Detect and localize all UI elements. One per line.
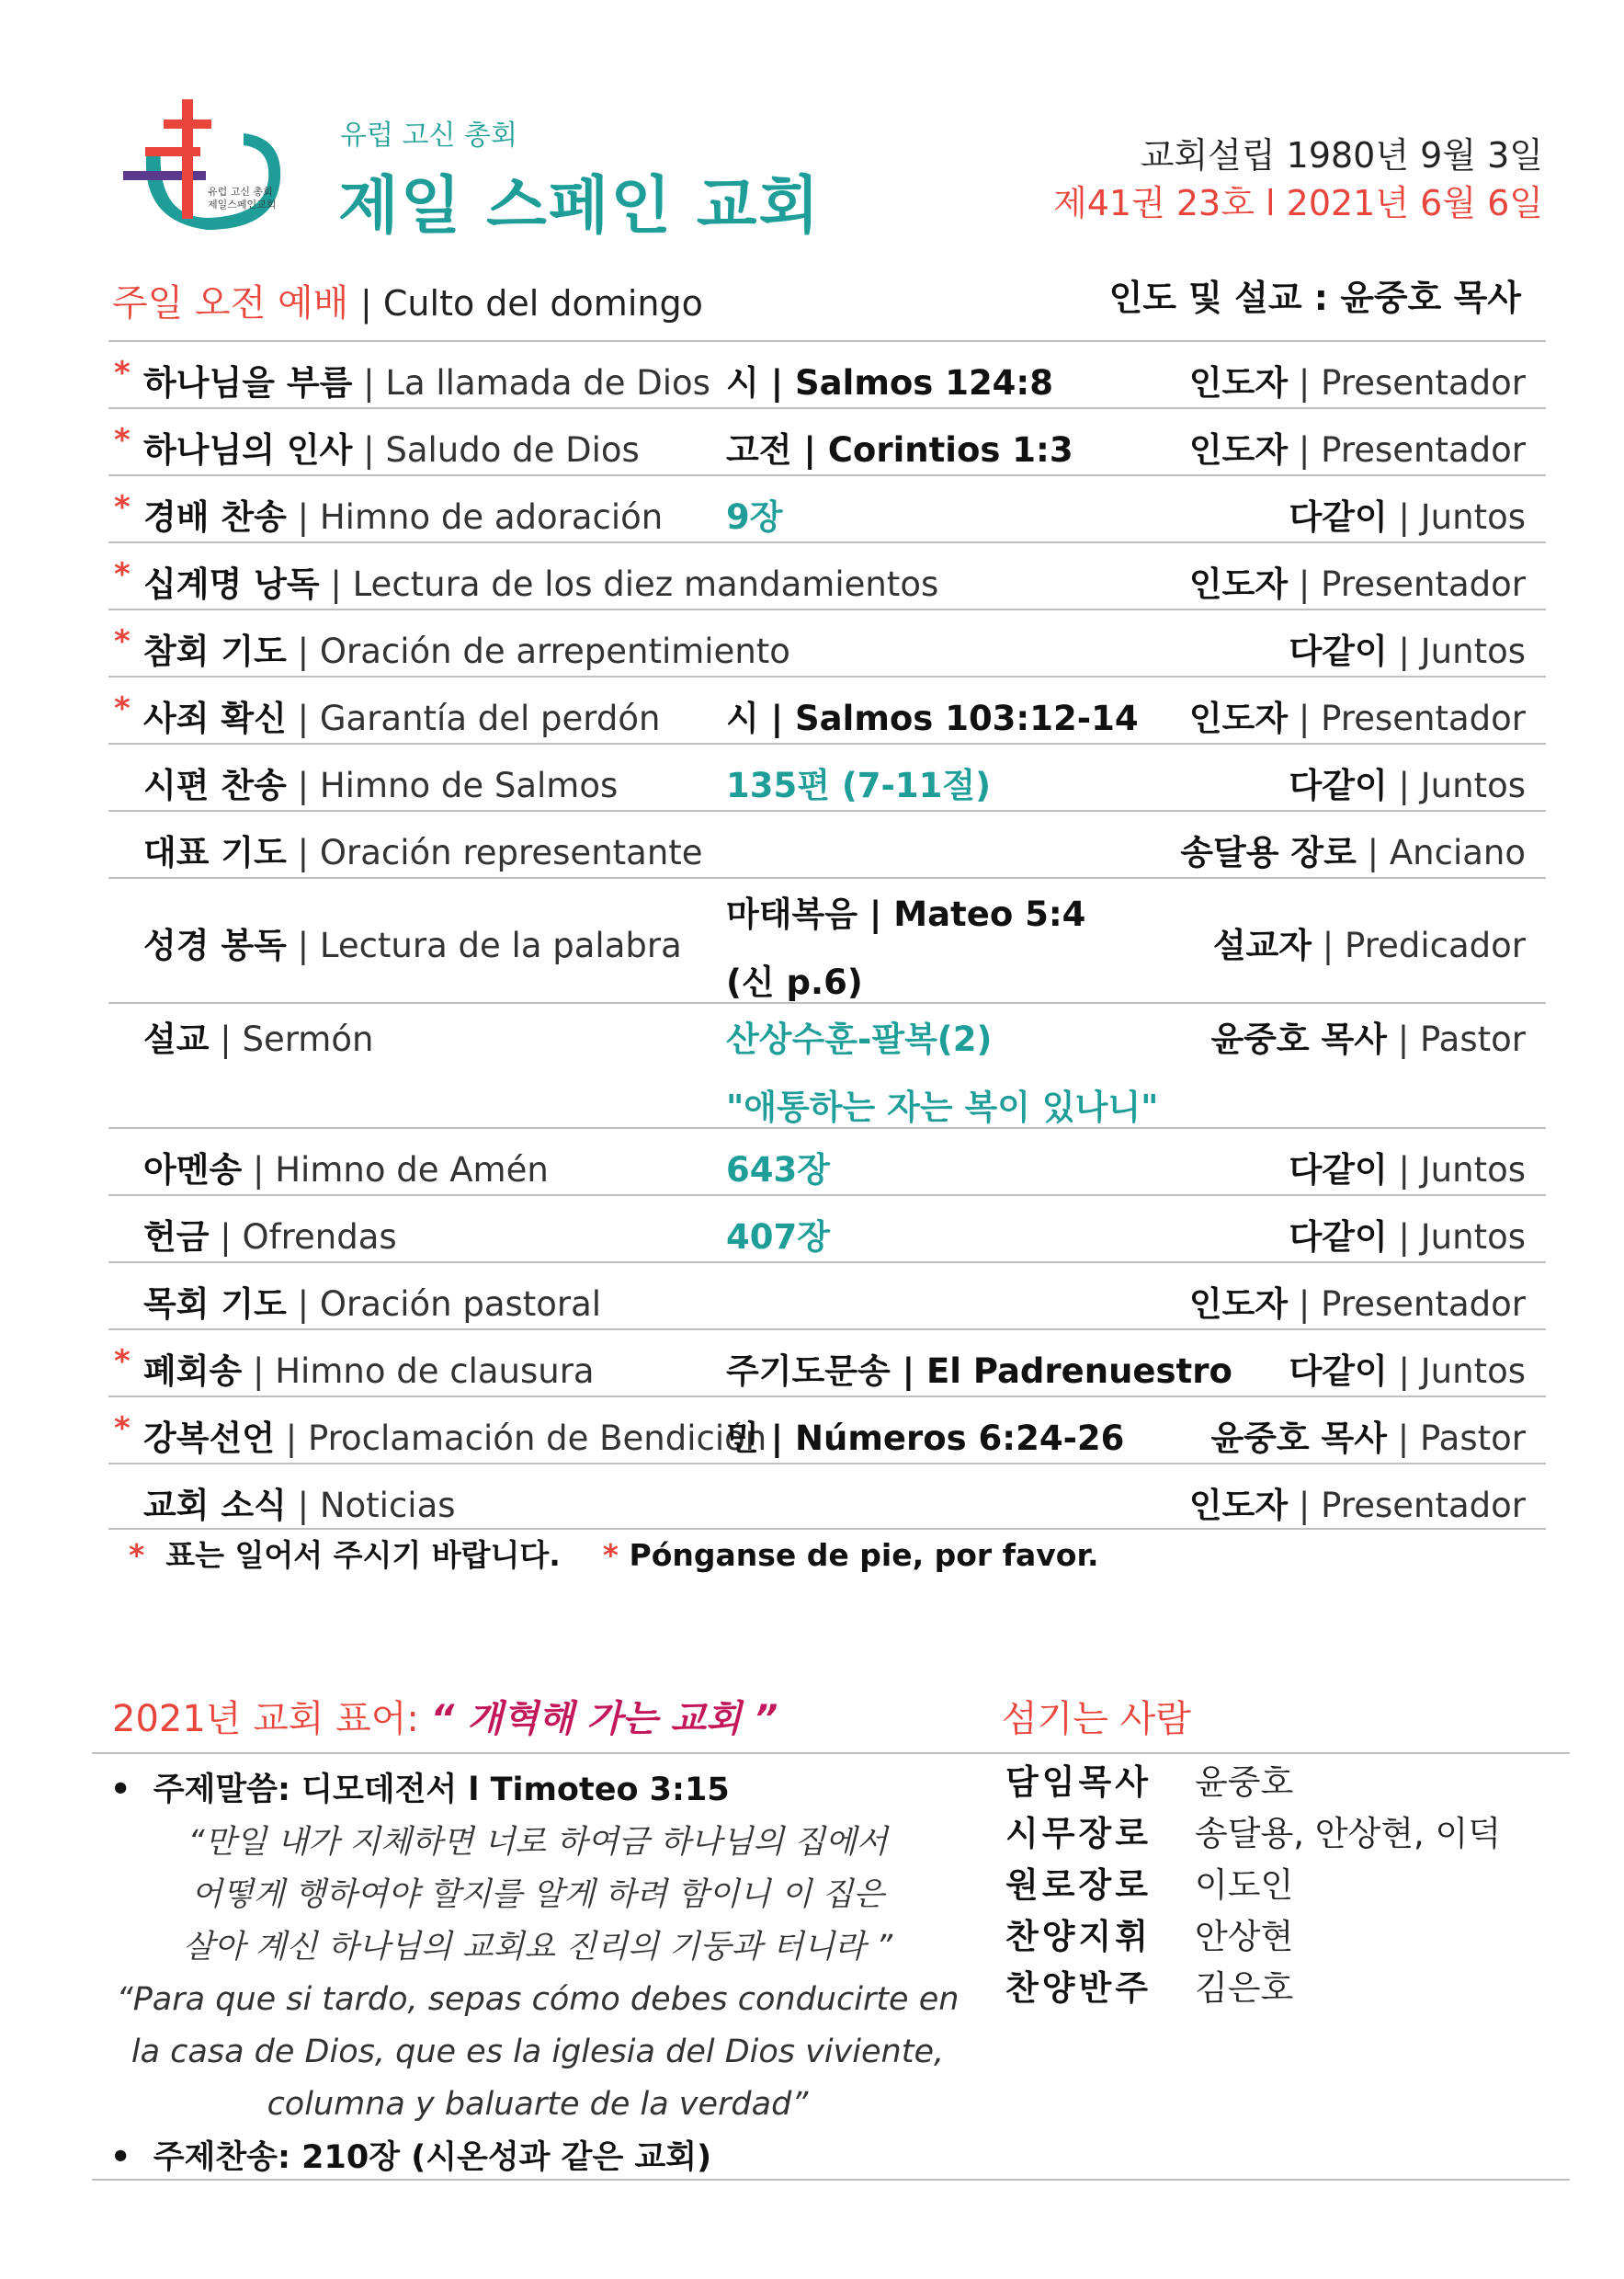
theme-hymn: 주제찬송: 210장 (시온성과 같은 교회) — [153, 2139, 712, 2176]
item-ko: 십계명 낭독 — [143, 564, 320, 604]
item-ko: 대표 기도 — [143, 833, 287, 872]
item-who-es: Juntos — [1420, 632, 1526, 671]
item-who-es: Presentador — [1321, 1284, 1526, 1324]
item-who-ko: 다같이 — [1289, 632, 1388, 671]
item-ko: 폐회송 — [143, 1351, 243, 1391]
item-who-ko: 인도자 — [1188, 1486, 1289, 1525]
item-ko: 참회 기도 — [143, 632, 287, 671]
item-who-es: Pastor — [1420, 1419, 1526, 1458]
item-who-ko: 다같이 — [1289, 766, 1388, 805]
stand-marker: * — [114, 422, 131, 459]
verse-es-line: columna y baluarte de la verdad” — [267, 2086, 809, 2123]
sermon-subtitle: "애통하는 자는 복이 있나니" — [726, 1088, 1159, 1127]
verse-es-line: “Para que si tardo, sepas cómo debes conducirte en — [116, 1981, 960, 2018]
item-es: Himno de Amén — [275, 1150, 549, 1190]
item-ko: 사죄 확신 — [143, 699, 287, 738]
servant-name: 윤중호 — [1195, 1762, 1294, 1802]
item-who-ko: 인도자 — [1188, 430, 1289, 470]
item-who-es: Juntos — [1420, 1217, 1526, 1257]
motto-quote: “ 개혁해 가는 교회 ” — [430, 1698, 778, 1740]
servant-name: 이도인 — [1195, 1865, 1294, 1905]
item-ref: 시 | Salmos 103:12-14 — [726, 699, 1139, 738]
bottom-divider — [92, 2179, 1570, 2181]
motto-heading — [112, 1690, 778, 1742]
order-row: 대표 기도 | Oración representante 송달용 장로 | Anciano — [108, 810, 1546, 877]
stand-marker: * — [114, 489, 131, 526]
theme-section: • 주제말씀: 디모데전서 l Timoteo 3:15 “만일 내가 지체하면 너로 하여금 하나님의 집에서 어떻게 행하여야 할지를 알게 하려 함이니 이 집은 살아 계신 하나님의 교회요 진리의 기둥과 터니라 ” “Para que si tardo, sepas cómo debes conducirte en la casa de Dios, que es la iglesia del Dios viviente, columna y baluarte de la verdad” • 주제찬송: 210장 (시온성과 같은 교회) — [110, 1763, 965, 2184]
item-ref: 9장 — [726, 497, 783, 537]
item-who-es: Presentador — [1321, 363, 1526, 403]
logo-text-1: 유럽 고신 총회 — [208, 186, 273, 198]
item-ko: 시편 찬송 — [143, 766, 287, 805]
servant-role: 담임목사 — [1005, 1762, 1152, 1802]
servants-heading: 섬기는 사람 — [1002, 1698, 1191, 1740]
item-ko: 아멘송 — [143, 1150, 243, 1190]
service-title-ko: 주일 오전 예배 — [112, 282, 349, 325]
item-who-es: Presentador — [1321, 564, 1526, 604]
servant-row — [1005, 1754, 1501, 1806]
order-row: 헌금 | Ofrendas 407장 다같이 | Juntos — [108, 1194, 1546, 1261]
item-es: Sermón — [242, 1020, 374, 1059]
item-who-ko: 인도자 — [1188, 1284, 1289, 1324]
item-ref: 시 | Salmos 124:8 — [726, 363, 1053, 403]
item-es: La llamada de Dios — [385, 363, 710, 403]
order-row: * 하나님을 부름 | La llamada de Dios 시 | Salmos 124:8 인도자 | Presentador — [108, 340, 1546, 407]
stand-note-ko: 표는 일어서 주시기 바랍니다. — [165, 1537, 561, 1573]
motto-label: 2021년 교회 표어: — [112, 1698, 419, 1740]
servants-list — [1005, 1754, 1501, 2011]
servant-name: 김은호 — [1195, 1968, 1294, 2008]
item-who-es: Juntos — [1420, 766, 1526, 805]
order-row: * 하나님의 인사 | Saludo de Dios 고전 | Corintios 1:3 인도자 | Presentador — [108, 407, 1546, 474]
logo-text-2: 제일스페인교회 — [208, 199, 277, 211]
servant-row — [1005, 1857, 1501, 1909]
item-who-es: Pastor — [1420, 1020, 1526, 1059]
item-who-es: Presentador — [1321, 699, 1526, 738]
item-ko: 헌금 — [143, 1217, 210, 1257]
verse-ko-line: “만일 내가 지체하면 너로 하여금 하나님의 집에서 — [187, 1824, 888, 1861]
item-who-es: Juntos — [1420, 1351, 1526, 1391]
stand-marker: * — [114, 623, 131, 660]
item-ref-1: 마태복음 | Mateo 5:4 — [726, 895, 1086, 934]
order-row: * 폐회송 | Himno de clausura 주기도문송 | El Padrenuestro 다같이 | Juntos — [108, 1328, 1546, 1396]
item-es: Lectura de los diez mandamientos — [352, 564, 939, 604]
item-ko: 강복선언 — [143, 1419, 275, 1458]
service-leader: 인도 및 설교 : 윤중호 목사 — [1108, 278, 1521, 318]
servant-row — [1005, 1806, 1501, 1857]
item-ref: 민 | Números 6:24-26 — [726, 1419, 1125, 1458]
order-of-worship — [108, 340, 1546, 1530]
verse-es-line: la casa de Dios, que es la iglesia del Dios viviente, — [131, 2034, 945, 2070]
stand-marker: * — [114, 1343, 131, 1380]
order-row: 목회 기도 | Oración pastoral 인도자 | Presentador — [108, 1261, 1546, 1328]
item-ko: 경배 찬송 — [143, 497, 287, 537]
item-es: Himno de adoración — [319, 497, 664, 537]
item-es: Noticias — [319, 1486, 456, 1525]
service-title: 주일 오전 예배 | Culto del domingo — [112, 282, 703, 325]
order-row-reading: 성경 봉독 | Lectura de la palabra 마태복음 | Mateo 5:4 (신 p.6) 설교자 | Predicador — [108, 877, 1546, 1002]
item-who-es: Presentador — [1321, 1486, 1526, 1525]
founded-date: 교회설립 1980년 9월 3일 — [1140, 135, 1543, 176]
servant-row — [1005, 1909, 1501, 1960]
item-ko: 하나님을 부름 — [143, 363, 353, 403]
item-es: Ofrendas — [242, 1217, 397, 1257]
item-ref: 주기도문송 | El Padrenuestro — [726, 1351, 1232, 1391]
item-who-es: Presentador — [1321, 430, 1526, 470]
item-ref-2: (신 p.6) — [726, 963, 863, 1002]
servant-role: 찬양지휘 — [1005, 1917, 1152, 1956]
servant-name: 송달용, 안상현, 이덕 — [1195, 1814, 1501, 1853]
item-ko: 하나님의 인사 — [143, 430, 353, 470]
item-es: Oración representante — [319, 833, 703, 872]
item-es: Lectura de la palabra — [319, 926, 682, 965]
issue-number: 제41권 23호 l 2021년 6월 6일 — [1053, 183, 1543, 223]
item-es: Himno de Salmos — [319, 766, 619, 805]
stand-marker: * — [114, 1410, 131, 1447]
item-who-ko: 윤중호 목사 — [1210, 1020, 1388, 1059]
theme-verse-label: 주제말씀: 디모데전서 l Timoteo 3:15 — [153, 1772, 730, 1808]
item-es: Garantía del perdón — [319, 699, 661, 738]
stand-marker: * — [114, 355, 131, 392]
servant-row — [1005, 1960, 1501, 2011]
item-who-ko: 다같이 — [1289, 497, 1388, 537]
item-es: Oración de arrepentimiento — [319, 632, 790, 671]
item-ref: 407장 — [726, 1217, 830, 1257]
item-who-ko: 다같이 — [1289, 1351, 1388, 1391]
item-ref: 고전 | Corintios 1:3 — [726, 430, 1073, 470]
item-ko: 성경 봉독 — [143, 926, 287, 965]
servant-role: 원로장로 — [1005, 1865, 1152, 1905]
item-who-ko: 다같이 — [1289, 1217, 1388, 1257]
item-who-ko: 인도자 — [1188, 564, 1289, 604]
church-name: 제일 스페인 교회 — [338, 170, 822, 243]
verse-ko-line: 어떻게 행하여야 할지를 알게 하려 함이니 이 집은 — [190, 1876, 885, 1913]
order-row-sermon: 설교 | Sermón 산상수훈-팔복(2) "애통하는 자는 복이 있나니" 윤중호 목사 | Pastor — [108, 1002, 1546, 1127]
item-who-ko: 인도자 — [1188, 363, 1289, 403]
order-row: * 참회 기도 | Oración de arrepentimiento 다같이 | Juntos — [108, 609, 1546, 676]
item-who-ko: 인도자 — [1188, 699, 1289, 738]
servant-name: 안상현 — [1195, 1917, 1294, 1956]
order-row: 교회 소식 | Noticias 인도자 | Presentador — [108, 1463, 1546, 1530]
stand-note-es: Pónganse de pie, por favor. — [629, 1537, 1099, 1573]
item-who-es: Juntos — [1420, 497, 1526, 537]
item-ko: 교회 소식 — [143, 1486, 287, 1525]
servant-role: 찬양반주 — [1005, 1968, 1152, 2008]
church-logo — [119, 92, 303, 248]
item-who-ko: 설교자 — [1212, 926, 1312, 965]
item-who-ko: 다같이 — [1289, 1150, 1388, 1190]
item-ref: 643장 — [726, 1150, 830, 1190]
item-who-ko: 송달용 장로 — [1180, 833, 1357, 872]
item-who-es: Juntos — [1420, 1150, 1526, 1190]
item-who-ko: 윤중호 목사 — [1210, 1419, 1388, 1458]
item-es: Oración pastoral — [319, 1284, 602, 1324]
order-row: * 경배 찬송 | Himno de adoración 9장 다같이 | Juntos — [108, 474, 1546, 541]
item-es: Proclamación de Bendición — [307, 1419, 767, 1458]
item-es: Himno de clausura — [275, 1351, 595, 1391]
verse-ko-line: 살아 계신 하나님의 교회요 진리의 기둥과 터니라 ” — [182, 1929, 893, 1966]
item-who-es: Anciano — [1389, 833, 1526, 872]
service-title-es: Culto del domingo — [382, 283, 703, 324]
conference-name: 유럽 고신 총회 — [340, 120, 517, 152]
sermon-title: 산상수훈-팔복(2) — [726, 1020, 993, 1059]
order-row: * 십계명 낭독 | Lectura de los diez mandamientos 인도자 | Presentador — [108, 541, 1546, 609]
item-es: Saludo de Dios — [385, 430, 640, 470]
order-row: 시편 찬송 | Himno de Salmos 135편 (7-11절) 다같이 | Juntos — [108, 743, 1546, 810]
order-row: 아멘송 | Himno de Amén 643장 다같이 | Juntos — [108, 1127, 1546, 1194]
servant-role: 시무장로 — [1005, 1814, 1152, 1853]
stand-marker: * — [114, 690, 131, 727]
stand-marker: * — [114, 556, 131, 593]
order-row: * 사죄 확신 | Garantía del perdón 시 | Salmos 103:12-14 인도자 | Presentador — [108, 676, 1546, 743]
item-ko: 설교 — [143, 1020, 210, 1059]
item-who-es: Predicador — [1345, 926, 1526, 965]
item-ref: 135편 (7-11절) — [726, 766, 992, 805]
order-row: * 강복선언 | Proclamación de Bendición 민 | Números 6:24-26 윤중호 목사 | Pastor — [108, 1396, 1546, 1463]
stand-note: * 표는 일어서 주시기 바랍니다. * Pónganse de pie, por favor. — [129, 1537, 1099, 1573]
item-ko: 목회 기도 — [143, 1284, 287, 1324]
